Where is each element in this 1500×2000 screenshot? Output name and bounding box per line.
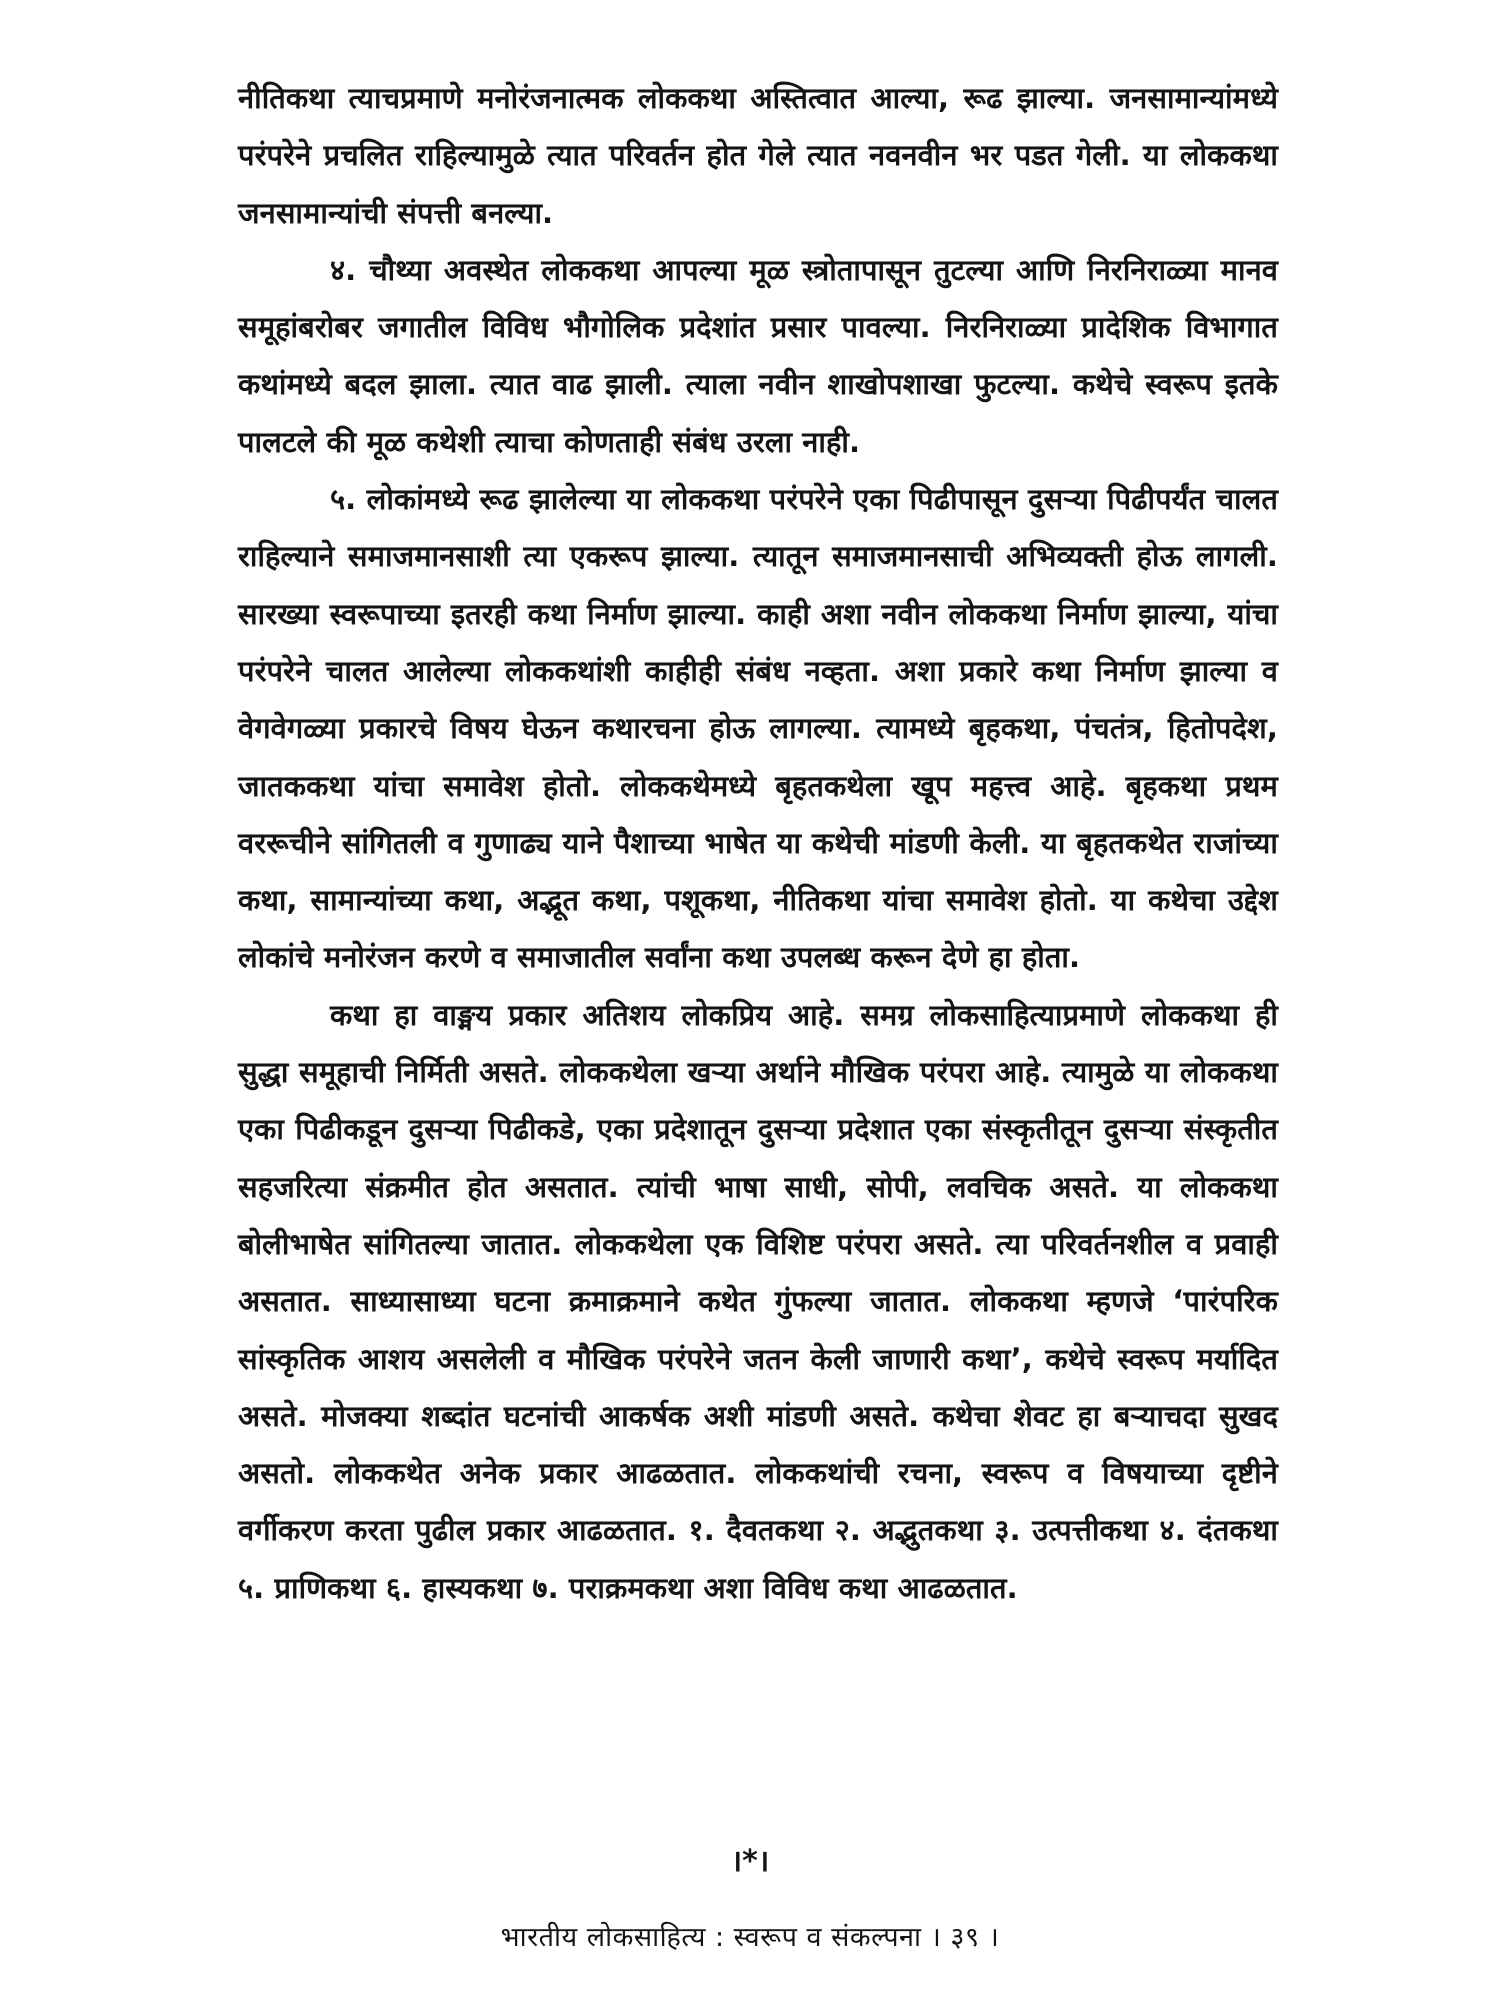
paragraph-intro: नीतिकथा त्याचप्रमाणे मनोरंजनात्मक लोककथा अस्तित्वात आल्या, रूढ झाल्या. जनसामान्यांमध्ये परंपरेने प्रचलित राहिल्यामुळे त्यात परिवर्तन होत गेले त्यात नवनवीन भर पडत गेली. या लोककथा जनसामान्यांची संपत्ती बनल्या. (238, 81, 1278, 230)
body-text (238, 70, 1278, 1617)
paragraph-point-5: ५. लोकांमध्ये रूढ झालेल्या या लोककथा परंपरेने एका पिढीपासून दुसऱ्या पिढीपर्यंत चालत राहिल्याने समाजमानसाशी त्या एकरूप झाल्या. त्यातून समाजमानसाची अभिव्यक्ती होऊ लागली. सारख्या स्वरूपाच्या इतरही कथा निर्माण झाल्या. काही अशा नवीन लोककथा निर्माण झाल्या, यांचा परंपरेने चालत आलेल्या लोककथांशी काहीही संबंध नव्हता. अशा प्रकारे कथा निर्माण झाल्या व वेगवेगळ्या प्रकारचे विषय घेऊन कथारचना होऊ लागल्या. त्यामध्ये बृहकथा, पंचतंत्र, हितोपदेश, जातककथा यांचा समावेश होतो. लोककथेमध्ये बृहतकथेला खूप महत्त्व आहे. बृहकथा प्रथम वररूचीने सांगितली व गुणाढ्य याने पैशाच्या भाषेत या कथेची मांडणी केली. या बृहतकथेत राजांच्या कथा, सामान्यांच्या कथा, अद्भूत कथा, पशूकथा, नीतिकथा यांचा समावेश होतो. या कथेचा उद्देश लोकांचे मनोरंजन करणे व समाजातील सर्वांना कथा उपलब्ध करून देणे हा होता. (238, 482, 1278, 975)
paragraph-point-4: ४. चौथ्या अवस्थेत लोककथा आपल्या मूळ स्त्रोतापासून तुटल्या आणि निरनिराळ्या मानव समूहांबरोबर जगातील विविध भौगोलिक प्रदेशांत प्रसार पावल्या. निरनिराळ्या प्रादेशिक विभागात कथांमध्ये बदल झाला. त्यात वाढ झाली. त्याला नवीन शाखोपशाखा फुटल्या. कथेचे स्वरूप इतके पालटले की मूळ कथेशी त्याचा कोणताही संबंध उरला नाही. (238, 252, 1278, 459)
section-end-ornament: ।*। (730, 1844, 770, 1879)
page-footer: भारतीय लोकसाहित्य : स्वरूप व संकल्पना । ३९ । (500, 1922, 1000, 1953)
paragraph-folktale-nature: कथा हा वाङ्मय प्रकार अतिशय लोकप्रिय आहे. समग्र लोकसाहित्याप्रमाणे लोककथा ही सुद्धा समूहाची निर्मिती असते. लोककथेला खऱ्या अर्थाने मौखिक परंपरा आहे. त्यामुळे या लोककथा एका पिढीकडून दुसऱ्या पिढीकडे, एका प्रदेशातून दुसऱ्या प्रदेशात एका संस्कृतीतून दुसऱ्या संस्कृतीत सहजरित्या संक्रमीत होत असतात. त्यांची भाषा साधी, सोपी, लवचिक असते. या लोककथा बोलीभाषेत सांगितल्या जातात. लोककथेला एक विशिष्ट परंपरा असते. त्या परिवर्तनशील व प्रवाही असतात. साध्यासाध्या घटना क्रमाक्रमाने कथेत गुंफल्या जातात. लोककथा म्हणजे ‘पारंपरिक सांस्कृतिक आशय असलेली व मौखिक परंपरेने जतन केली जाणारी कथा’, कथेचे स्वरूप मर्यादित असते. मोजक्या शब्दांत घटनांची आकर्षक अशी मांडणी असते. कथेचा शेवट हा बऱ्याचदा सुखद असतो. लोककथेत अनेक प्रकार आढळतात. लोककथांची रचना, स्वरूप व विषयाच्या दृष्टीने वर्गीकरण करता पुढील प्रकार आढळतात. १. दैवतकथा २. अद्भुतकथा ३. उत्पत्तीकथा ४. दंतकथा ५. प्राणिकथा ६. हास्यकथा ७. पराक्रमकथा अशा विविध कथा आढळतात. (238, 997, 1278, 1605)
